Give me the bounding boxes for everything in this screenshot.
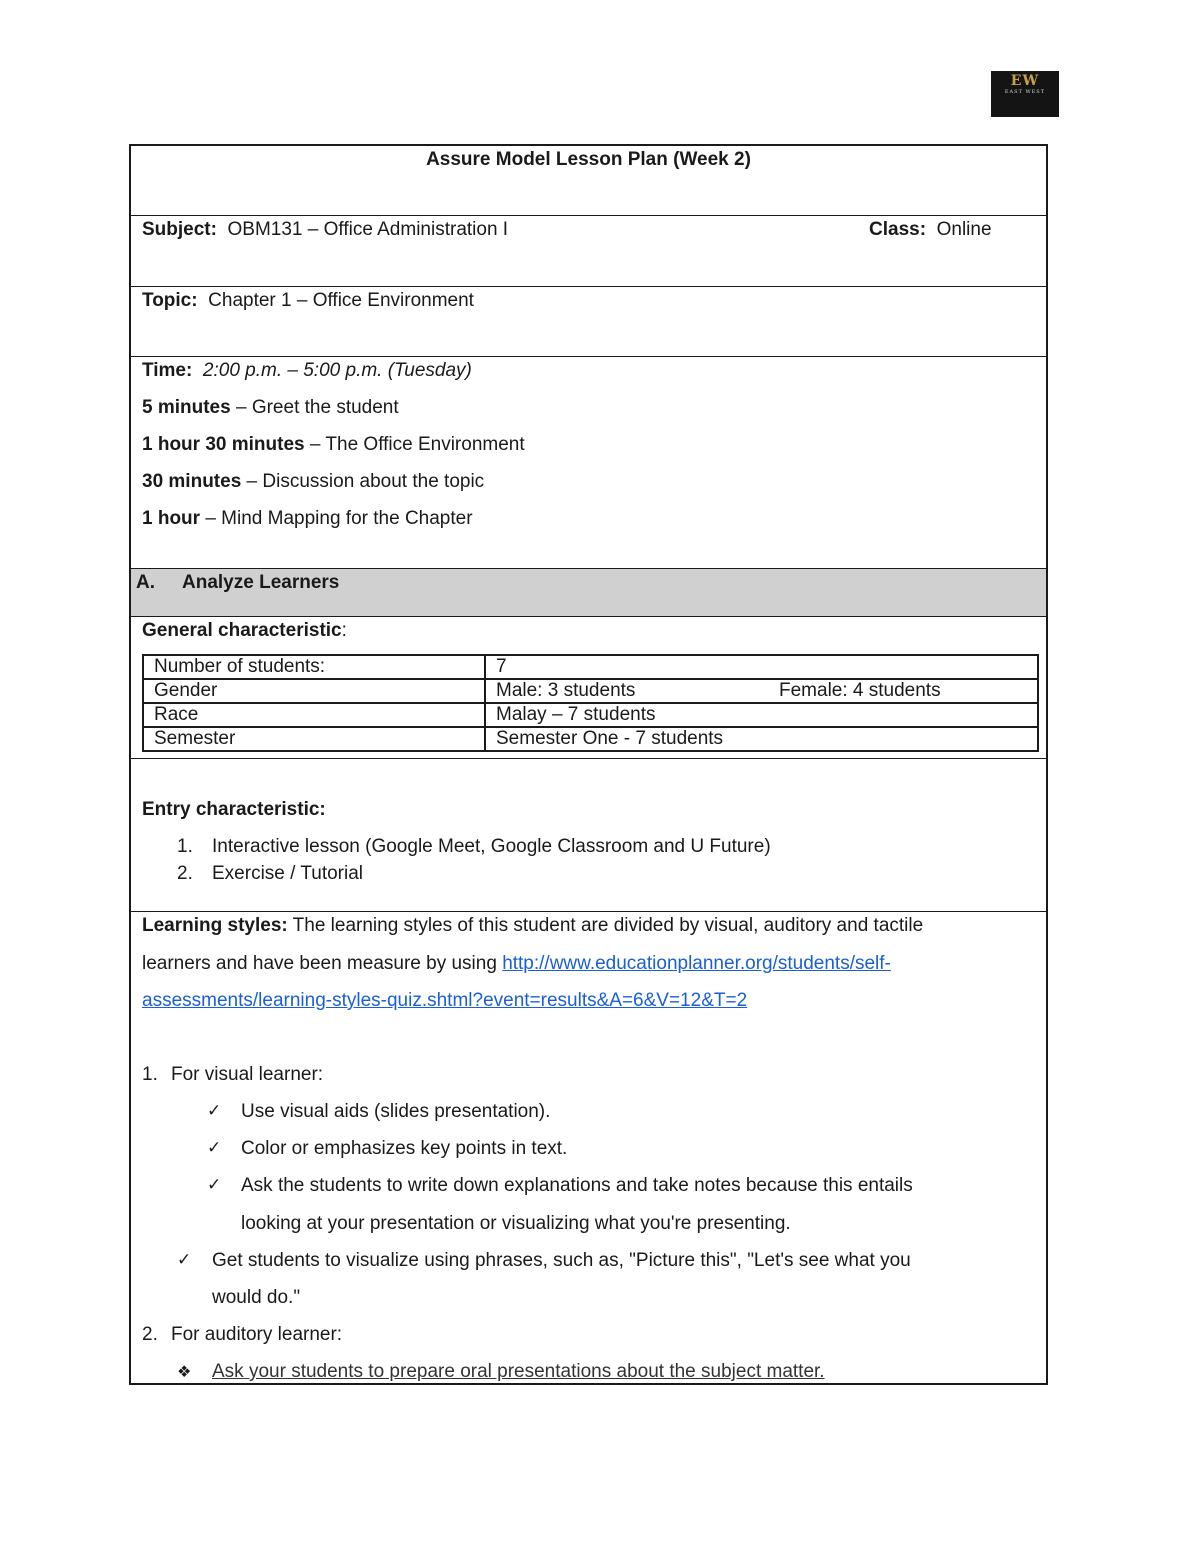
check-icon: ✓ xyxy=(207,1175,222,1195)
visual-extra: Get students to visualize using phrases, such as, "Picture this", "Let's see what you xyxy=(212,1250,911,1271)
learning-label: Learning styles: xyxy=(142,915,288,936)
schedule-activity: – Mind Mapping for the Chapter xyxy=(200,508,473,529)
schedule-activity: – The Office Environment xyxy=(304,434,525,455)
divider xyxy=(131,215,1046,216)
divider xyxy=(131,568,1046,569)
schedule-item xyxy=(142,434,525,456)
logo-text: EW xyxy=(1010,73,1040,89)
table-cell-value xyxy=(485,727,1038,751)
visual-num: 1. xyxy=(142,1064,158,1085)
check-icon: ✓ xyxy=(207,1101,222,1121)
table-cell-value xyxy=(485,703,1038,727)
table-cell-key: Number of students: xyxy=(143,655,485,679)
cell-value: Male: 3 students xyxy=(496,680,636,701)
logo-subtext: EAST WEST xyxy=(1004,89,1046,95)
entry-num: 2. xyxy=(177,863,193,884)
class-value: Online xyxy=(936,219,992,240)
divider xyxy=(131,911,1046,912)
visual-item: Use visual aids (slides presentation). xyxy=(241,1101,551,1122)
diamond-bullet-icon: ❖ xyxy=(177,1362,192,1381)
quiz-link[interactable]: http://www.educationplanner.org/students/self- xyxy=(502,953,891,974)
schedule-activity: – Discussion about the topic xyxy=(241,471,485,492)
learning-text: The learning styles of this student are divided by visual, auditory and tactile xyxy=(287,915,924,936)
schedule-duration: 5 minutes xyxy=(142,397,231,418)
topic-value: Chapter 1 – Office Environment xyxy=(208,290,474,311)
table-cell-value xyxy=(485,655,1038,679)
cell-extra: Female: 4 students xyxy=(779,680,941,701)
divider xyxy=(131,758,1046,759)
visual-item: Ask the students to write down explanations and take notes because this entails xyxy=(241,1175,913,1196)
divider xyxy=(131,286,1046,287)
subject-label: Subject: xyxy=(142,219,217,240)
schedule-item xyxy=(142,471,484,493)
lesson-plan-table xyxy=(129,144,1048,1385)
schedule-duration: 30 minutes xyxy=(142,471,242,492)
visual-title: For visual learner: xyxy=(171,1064,324,1085)
entry-label: Entry characteristic: xyxy=(142,799,326,820)
general-characteristic xyxy=(142,620,347,642)
visual-item: Color or emphasizes key points in text. xyxy=(241,1138,568,1159)
topic-label: Topic: xyxy=(142,290,198,311)
time-value: 2:00 p.m. – 5:00 p.m. (Tuesday) xyxy=(202,360,472,381)
table-row xyxy=(143,679,1038,703)
class-label: Class: xyxy=(869,219,927,240)
schedule-duration: 1 hour 30 minutes xyxy=(142,434,305,455)
schedule-item xyxy=(142,508,473,530)
quiz-link-cont[interactable]: assessments/learning-styles-quiz.shtml?event=results&A=6&V=12&T=2 xyxy=(142,990,748,1011)
learning-styles-line3 xyxy=(142,990,747,1012)
divider xyxy=(131,616,1046,617)
class-row xyxy=(869,219,992,241)
visual-extra-cont: would do." xyxy=(212,1287,301,1308)
time-row xyxy=(142,360,472,382)
table-cell-value xyxy=(485,679,1038,703)
table-row xyxy=(143,703,1038,727)
auditory-item: Ask your students to prepare oral presentations about the subject matter. xyxy=(212,1361,825,1382)
learning-text: learners and have been measure by using xyxy=(142,953,503,974)
check-icon: ✓ xyxy=(177,1250,192,1270)
general-table xyxy=(142,654,1039,752)
general-label: General characteristic xyxy=(142,620,342,641)
page-title: Assure Model Lesson Plan (Week 2) xyxy=(426,149,751,170)
entry-item: Interactive lesson (Google Meet, Google Classroom and U Future) xyxy=(212,836,771,857)
table-row xyxy=(143,655,1038,679)
table-cell-key: Semester xyxy=(143,727,485,751)
section-a-letter: A. xyxy=(136,572,155,593)
subject-row xyxy=(142,219,508,241)
schedule-item xyxy=(142,397,399,419)
visual-item-cont: looking at your presentation or visualizing what you're presenting. xyxy=(241,1213,791,1234)
divider xyxy=(131,356,1046,357)
general-colon: : xyxy=(341,620,347,641)
section-a-heading: Analyze Learners xyxy=(182,572,340,593)
time-label: Time: xyxy=(142,360,193,381)
cell-value: Malay – 7 students xyxy=(496,704,656,725)
cell-value: Semester One - 7 students xyxy=(496,728,724,749)
auditory-num: 2. xyxy=(142,1324,158,1345)
learning-styles-line2 xyxy=(142,953,891,975)
table-row xyxy=(143,727,1038,751)
subject-value: OBM131 – Office Administration I xyxy=(227,219,509,240)
cell-value: 7 xyxy=(496,656,507,677)
schedule-activity: – Greet the student xyxy=(230,397,399,418)
entry-num: 1. xyxy=(177,836,193,857)
auditory-title: For auditory learner: xyxy=(171,1324,343,1345)
learning-styles-line1 xyxy=(142,915,923,937)
logo xyxy=(991,71,1059,117)
check-icon: ✓ xyxy=(207,1138,222,1158)
schedule-duration: 1 hour xyxy=(142,508,201,529)
entry-item: Exercise / Tutorial xyxy=(212,863,363,884)
table-cell-key: Race xyxy=(143,703,485,727)
table-cell-key: Gender xyxy=(143,679,485,703)
topic-row xyxy=(142,290,474,312)
